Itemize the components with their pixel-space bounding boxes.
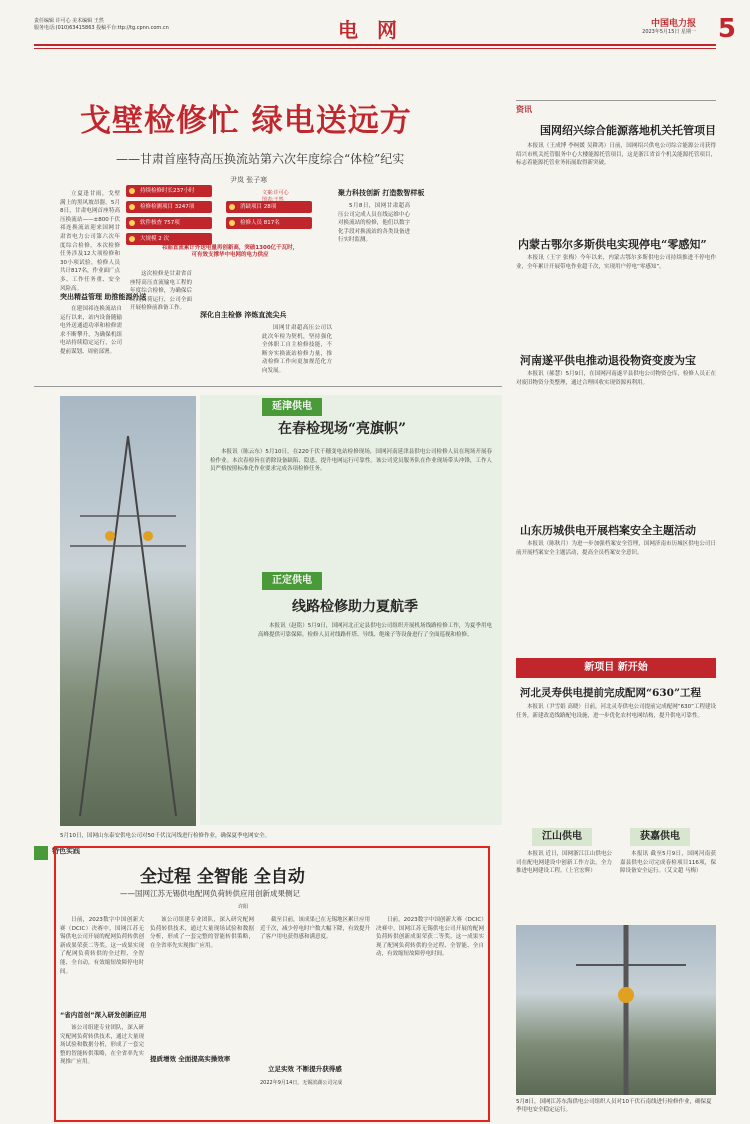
feature-body-2: 该公司组建专业团队，深入研究配网负荷转供技术，通过大量现场试验和数据分析，形成了一套完整的智能转供策略，在全省率先实现推广应用。 bbox=[60, 1025, 144, 1066]
lead-byline: 尹岚 张子寒 bbox=[230, 176, 268, 184]
licheng-article-title: 山东历城供电开展档案安全主题活动 bbox=[520, 524, 696, 537]
issue-date: 2023年5月15日 星期一 bbox=[642, 29, 696, 35]
zhengding-article-body: 本报讯（赵铭）5月9日，国网河北正定县供电公司组织开展机场线路检修工作，为夏季用电高峰提供可靠保障。检修人员对线路杆塔、导线、绝缘子等设备进行了全面巡视和检修。 bbox=[258, 623, 492, 638]
lead-section-head-a: 突出精益管理 助推能源外送 bbox=[60, 293, 147, 301]
jiangshan-article-body: 本报讯 近日，国网浙江江山供电公司在配电网建设中创新工作方法，全力推进电网建设工程。（上官宏辉） bbox=[516, 851, 612, 875]
lead-paragraph-5: 国网甘肃超高压公司以此次年检为契机，坚持强化全体职工自主检修技能，不断夯实换流站检修力量，推动检修工作向更加规范化方向发展。 bbox=[262, 325, 332, 374]
lingshou-article-title: 河北灵寿供电提前完成配网“630”工程 bbox=[520, 687, 701, 699]
feature-body-4: 日前，2023数字中国创新大赛（DCIC）决赛中，国网江苏无锡供电公司开展的配网负荷转供创新成果荣获二等奖。这一成果实现了配网负荷转供的全过程、全智能、全自动，有效缩短故障停电时间。 bbox=[376, 917, 484, 958]
lead-paragraph-4: 5月8日，国网甘肃超高压公司完成人员在线运维中心对换流站的检修，他们以数字化手段对换流站的各类设备进行实时监测。 bbox=[338, 203, 410, 244]
lead-section-head-c: 深化自主检修 淬炼直流尖兵 bbox=[200, 311, 287, 319]
masthead-paper-info bbox=[598, 14, 736, 44]
info-item: 软件核查 757项 bbox=[126, 217, 212, 229]
ordos-article-body: 本报讯（王宇 张梅）今年以来，内蒙古鄂尔多斯供电公司持续推进不停电作业，全年累计开展带电作业超千次，实现用户停电“零感知”。 bbox=[516, 255, 716, 270]
feature-byline: 许阳 bbox=[238, 904, 249, 910]
licheng-article-body: 本报讯（陈秋月）为进一步加强档案安全管理，国网济南市历城区供电公司日前开展档案安全主题活动，提高全员档案安全意识。 bbox=[516, 541, 716, 556]
feature-date-line: 2022年9月14日，无锡滨湖公司完成 bbox=[260, 1080, 343, 1086]
yanjin-article-body: 本报讯（陈云东）5月10日，在220千伏千穗变电站检修现场，国网河南延津县供电公司检修人员在现场开展春检作业。本次春检旨在消除设备缺陷、隐患，提升电网运行可靠性。该公司党员服务队在作业现场带头冲锋，工作人员严格按照标准化作业要求完成各项检修任务。 bbox=[210, 449, 492, 473]
lead-section-head-b: 聚力科技创新 打造数智样板 bbox=[338, 189, 425, 197]
feature-title: 全过程 全智能 全自动 bbox=[140, 867, 305, 887]
lead-headline: 戈壁检修忙 绿电送远方 bbox=[80, 103, 412, 139]
suiping-article-title: 河南遂平供电推动退役物资变废为宝 bbox=[520, 354, 696, 367]
new-project-banner-text: 新项目 新开始 bbox=[584, 662, 648, 673]
huojia-article-body: 本报讯 截至5月9日，国网河南获嘉县供电公司完成春检项目116项，保障设备安全运行。（艾文超 马梅） bbox=[620, 851, 716, 875]
infographic-credit bbox=[262, 190, 322, 204]
tower-illustration bbox=[60, 396, 196, 826]
zhengding-article-title: 线路检修助力夏航季 bbox=[292, 599, 418, 615]
tab-huojia: 获嘉供电 bbox=[630, 828, 690, 846]
divider bbox=[516, 100, 716, 101]
section-title: 电 网 bbox=[338, 18, 403, 42]
info-item: 消缺项目 28项 bbox=[226, 201, 312, 213]
feature-tab-marker bbox=[34, 846, 48, 860]
designer-tag: 图表:王然 bbox=[262, 197, 284, 203]
feature-section-head-2: 提质增效 全面提高实操效率 bbox=[150, 1055, 231, 1063]
info-item: 持续检修时长237小时 bbox=[126, 185, 212, 197]
masthead-editors: 责任编辑 许可心 美术编辑 王然 bbox=[34, 18, 104, 24]
divider bbox=[34, 386, 502, 387]
lead-paragraph-3: 这次检修是甘肃省首座特高压直流输电工程的年度综合检修，为确保后续高负荷运行，公司全面开展检修前准备工作。 bbox=[130, 271, 192, 312]
feature-body-3: 截至目前，该成果已在无锡地区累计应用近千次，减少停电时户数大幅下降，有效提升了客户用电获得感和满意度。 bbox=[260, 917, 371, 941]
photo-caption-taian: 5月10日，国网山东泰安供电公司对50千伏汶河线进行检修作业，确保夏季电网安全。 bbox=[60, 833, 270, 839]
lead-paragraph-1: 立夏逢甘雨，戈壁满上的黑风坡昂器。5月8日，甘肃电网首座特高压换流站——±800千伏祁连换流站迎来国网甘肃省电力公司第六次年度综合检修。本次检修任务涉及12大项检修和30小项试验，检修人员共计817名，作业面广点多、工作任务重、安全风险高。 bbox=[60, 191, 120, 292]
feature-body-2b: 该公司组建专业团队，深入研究配网负荷转供技术，通过大量现场试验和数据分析，形成了一套完整的智能转供策略，在全省率先实现推广应用。 bbox=[150, 917, 254, 949]
info-item: 大规模 2 次 bbox=[126, 233, 212, 245]
paper-name: 中国电力报 bbox=[650, 19, 696, 29]
masthead-rule bbox=[34, 44, 716, 46]
feature-section-head-3: 立足实效 不断提升获得感 bbox=[268, 1065, 342, 1073]
donghai-photo bbox=[516, 925, 716, 1095]
feature-body-1: 日前，2023数字中国创新大赛（DCIC）决赛中，国网江苏无锡供电公司开展的配网负荷转供创新成果荣获二等奖。这一成果实现了配网负荷转供的全过程、全智能、全自动，有效缩短故障停电时间。 bbox=[60, 917, 144, 975]
feature-section-head-1: “省内首创”深入研发创新应用 bbox=[60, 1011, 147, 1019]
ordos-article-title: 内蒙古鄂尔多斯供电实现停电“零感知” bbox=[518, 238, 707, 251]
info-item: 检修人员 817名 bbox=[226, 217, 312, 229]
photo-caption-donghai: 5月8日，国网江苏东海供电公司组织人员对10千伏石南线进行检修作业，确保夏季用电安全稳定运行。 bbox=[516, 1099, 712, 1113]
new-project-banner bbox=[516, 658, 716, 678]
page-number: 5 bbox=[717, 14, 736, 44]
maintenance-photo bbox=[60, 396, 196, 826]
masthead-rule-thin bbox=[34, 48, 716, 49]
lead-paragraph-2: 在建国祁连换流站自运行以来，站内设备随输电外送通道功率和检修需求不断攀升，为确保机组电站持续稳定运行，公司提前谋划、周密部署。 bbox=[60, 306, 122, 355]
infographic-caption: 祁韶直流累计外送电量再创新高，突破1300亿千瓦时，可有效支撑华中电网的电力供应 bbox=[161, 245, 299, 258]
masthead-contact: 服务电话:(010)63415863 投稿平台:ttp://tg.cpnn.com.cn bbox=[34, 25, 169, 31]
feature-subtitle: ——国网江苏无锡供电配网负荷转供应用创新成果侧记 bbox=[120, 889, 300, 898]
reporter-tag: 文案:许可心 bbox=[262, 190, 289, 196]
pole-illustration bbox=[516, 925, 716, 1095]
tab-zhengding: 正定供电 bbox=[262, 572, 322, 590]
yanjin-article-title: 在春检现场“亮旗帜” bbox=[278, 421, 407, 437]
info-item: 检修检测项目 3247项 bbox=[126, 201, 212, 213]
tab-jiangshan: 江山供电 bbox=[532, 828, 592, 846]
shaoxing-article-body: 本报讯（王成博 李柯媛 吴耕鸿）日前，国网绍兴供电公司综合能源公司获得绍兴市机关托管服务中心大楼能源托管项目，这是浙江省首个机关能源托管项目，标志着能源托管业务拓展取得新突破。 bbox=[516, 143, 716, 167]
tab-news: 资讯 bbox=[516, 105, 532, 114]
lingshou-article-body: 本报讯（尹雪娟 高晓）日前，河北灵寿供电公司提前完成配网“630”工程建设任务，新建改造线路配电设施，进一步优化农村电网结构，提升供电可靠性。 bbox=[516, 704, 716, 719]
tab-feature: 特色实践 bbox=[52, 847, 80, 855]
tab-yanjin: 延津供电 bbox=[262, 398, 322, 416]
masthead-credits bbox=[34, 18, 294, 32]
shaoxing-article-title: 国网绍兴综合能源落地机关托管项目 bbox=[540, 124, 716, 137]
suiping-article-body: 本报讯（郝慧）5月9日，在国网河南遂平县供电公司物资仓库，检修人员正在对废旧物资分类整理，通过合理回收实现资源再利用。 bbox=[516, 371, 716, 386]
lead-subhead: ——甘肃首座特高压换流站第六次年度综合“体检”纪实 bbox=[116, 152, 405, 166]
